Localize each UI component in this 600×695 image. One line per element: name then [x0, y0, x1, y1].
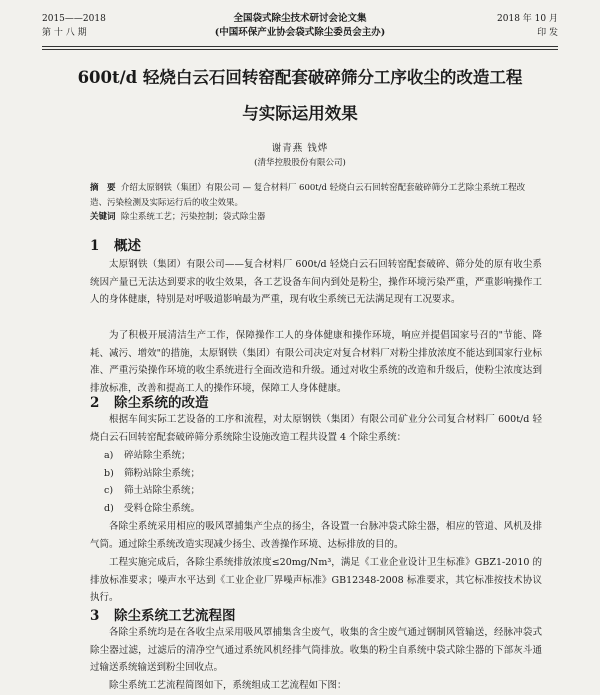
header-journal-title: 全国袋式除尘技术研讨会论文集 — [233, 13, 367, 24]
keywords-text: 除尘系统工艺；污染控制；袋式除尘器 — [120, 212, 266, 222]
section-2-number: 2 — [90, 395, 100, 411]
paper-title-line1: 600t/d 轻烧白云石回转窑配套破碎筛分工序收尘的改造工程 — [77, 68, 523, 87]
list-item: d) 受料仓除尘系统。 — [104, 502, 201, 514]
abstract — [90, 181, 542, 210]
section-1-paragraph-1: 太原钢铁（集团）有限公司——复合材料厂 600t/d 轻烧白云石回转窑配套破碎、筛分处的原有收尘系统因产量已无法达到要求的收尘效果，各工艺设备车间内到处是粉尘，操作环境污染严重，严重影响操作工人的身体健康，特别是对呼吸道影响最为严重，现有收尘系统已无法满足现有工况要求。 — [90, 259, 542, 306]
section-3-title: 除尘系统工艺流程图 — [114, 608, 236, 624]
section-1-number: 1 — [90, 238, 100, 254]
list-item: c) 筛土站除尘系统； — [104, 485, 201, 496]
header-organizer: (中国环保产业协会袋式除尘委员会主办) — [214, 27, 386, 38]
abstract-label: 摘 要 — [90, 183, 116, 193]
section-2-paragraph-3: 工程实施完成后，各除尘系统排放浓度≤20mg/Nm³，满足《工业企业设计卫生标准》GBZ1-2010 的排放标准要求；噪声水平达到《工业企业厂界噪声标准》GB12348-2008 标准要求，其它标准按技术协议执行。 — [90, 557, 542, 604]
header-right — [497, 12, 558, 40]
section-2-paragraph-2: 各除尘系统采用相应的吸风罩捕集产尘点的扬尘，各设置一台脉冲袋式除尘器，相应的管道、风机及排气筒。通过除尘系统改造实现减少扬尘、改善操作环境、达标排放的目的。 — [90, 521, 542, 550]
header-issue: 第 十 八 期 — [42, 28, 87, 38]
section-3-paragraph-2: 除尘系统工艺流程简图如下，系统组成工艺流程如下图： — [109, 680, 347, 691]
header-rule-thick — [42, 46, 558, 47]
keywords — [90, 210, 542, 225]
list-item: b) 筛粉站除尘系统； — [104, 467, 201, 479]
section-1-title: 概述 — [114, 238, 141, 254]
header-date: 2018 年 10 月 — [497, 14, 558, 24]
abstract-text: 介绍太原钢铁（集团）有限公司 — 复合材料厂 600t/d 轻烧白云石回转窑配套破碎筛分工艺除尘系统工程改造、污染检测及实际运行后的收尘效果。 — [90, 183, 526, 208]
section-1-paragraph-2: 为了积极开展清洁生产工作，保障操作工人的身体健康和操作环境，响应并提倡国家号召的"节能、降耗、减污、增效"的措施，太原钢铁（集团）有限公司决定对复合材料厂对粉尘排放浓度不能达到国家行业标准、严重污染操作环境的收尘系统进行全面改造和升级。通过对收尘系统的改造和升级后，使粉尘浓度达到排放标准，改善和提高工人的操作环境，保障工人身体健康。 — [90, 330, 542, 394]
section-3-number: 3 — [90, 608, 100, 624]
keywords-label: 关键词 — [90, 212, 116, 222]
header-center — [42, 12, 558, 40]
section-1-heading — [90, 234, 141, 254]
authors: 谢青燕 钱烨 — [271, 143, 329, 154]
header-rule-thin — [42, 49, 558, 50]
section-2-paragraph-1: 根据车间实际工艺设备的工序和流程，对太原钢铁（集团）有限公司矿业分公司复合材料厂 600t/d 轻烧白云石回转窑配套破碎筛分系统除尘设施改造工程共设置 4 个除尘系统： — [90, 414, 542, 443]
section-2-heading — [90, 391, 209, 411]
header-print: 印 发 — [537, 28, 558, 38]
paper-title-line2: 与实际运用效果 — [242, 104, 358, 123]
section-3-heading — [90, 604, 236, 624]
section-3-paragraph-1: 各除尘系统均是在各收尘点采用吸风罩捕集含尘废气，收集的含尘废气通过钢制风管输送，经脉冲袋式除尘器过滤，过滤后的清净空气通过系统风机经排气筒排放。收集的粉尘自系统中袋式除尘器的下部灰斗通过输送系统输送到粉尘回收点。 — [90, 627, 542, 674]
header-date-range: 2015——2018 — [42, 14, 106, 24]
section-2-list — [104, 447, 200, 517]
section-2-title: 除尘系统的改造 — [114, 395, 209, 411]
list-item: a) 碎站除尘系统； — [104, 450, 191, 461]
affiliation: (清华控股股份有限公司) — [254, 158, 346, 168]
